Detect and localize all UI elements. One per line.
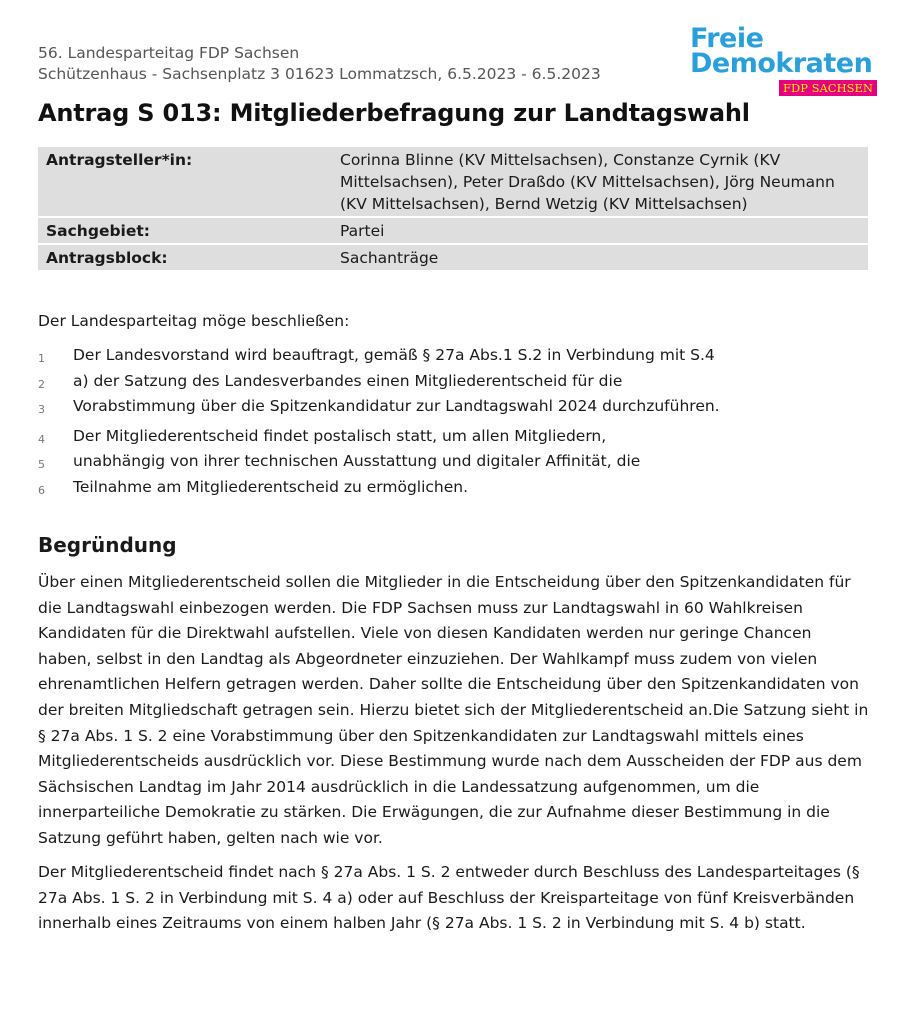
motion-line — [38, 476, 868, 502]
line-number: 2 — [38, 377, 45, 391]
meta-value — [332, 244, 868, 271]
paragraph-line: Satzung geführt haben, gelten nach wie vor. — [38, 828, 383, 847]
meta-value-line: Partei — [340, 222, 385, 240]
paragraph-line: der breiten Mitgliedschaft getragen sein. Hierzu bietet sich der Mitgliederentscheid an.Die Satzung sieht in — [38, 700, 869, 719]
motion-line — [38, 395, 868, 421]
motion-meta-table — [38, 147, 868, 272]
line-text: Der Landesvorstand wird beauftragt, gemäß § 27a Abs.1 S.2 in Verbindung mit S.4 — [73, 346, 715, 364]
motion-line — [38, 370, 868, 396]
reason-heading: Begründung — [38, 533, 177, 557]
line-text: Teilnahme am Mitgliederentscheid zu ermöglichen. — [73, 477, 469, 496]
meta-row-applicants — [38, 147, 868, 217]
line-text: unabhängig von ihrer technischen Ausstattung und digitaler Affinität, die — [73, 452, 641, 470]
meta-value-line: Sachanträge — [340, 249, 439, 267]
paragraph-line: innerhalb eines Zeitraums von einem halben Jahr (§ 27a Abs. 1 S. 2 in Verbindung mit S. 4 b) statt. — [38, 914, 806, 933]
meta-value — [332, 147, 868, 217]
meta-value-line: Mittelsachsen), Peter Draßdo (KV Mittelsachsen), Jörg Neumann — [340, 173, 835, 191]
fdp-logo — [690, 23, 873, 95]
line-number: 1 — [38, 352, 45, 365]
paragraph-line: ehrenamtlichen Helfern getragen werden. Daher sollte die Entscheidung über den Spitzenkandidaten von — [38, 675, 859, 694]
meta-row-subject — [38, 217, 868, 244]
logo-line-1: Freie — [690, 23, 764, 54]
paragraph-line: innerparteiliche Demokratie zu stärken. Die Erwägungen, die zur Aufnahme dieser Bestimmung in die — [38, 803, 830, 822]
paragraph-line: Sächsischen Landtag im Jahr 2014 ausdrücklich in die Landessatzung aufgenommen, um die — [38, 777, 760, 796]
paragraph-line: die Landtagswahl einbezogen werden. Die FDP Sachsen muss zur Landtagswahl in 60 Wahlkreisen — [38, 598, 803, 617]
line-number: 4 — [38, 432, 45, 446]
line-text: a) der Satzung des Landesverbandes einen Mitgliederentscheid für die — [73, 371, 623, 390]
line-text: Der Mitgliederentscheid findet postalisch statt, um allen Mitgliedern, — [73, 426, 607, 445]
paragraph-line: 27a Abs. 1 S. 2 in Verbindung mit S. 4 a) oder auf Beschluss der Kreisparteitage von fünf Kreisverbänden — [38, 888, 855, 907]
motion-line — [38, 425, 868, 451]
line-number: 5 — [38, 458, 45, 471]
meta-key: Sachgebiet: — [38, 217, 332, 244]
document-header — [38, 43, 601, 85]
paragraph-line: Der Mitgliederentscheid findet nach § 27a Abs. 1 S. 2 entweder durch Beschluss des Landesparteitages (§ — [38, 863, 860, 881]
paragraph-line: § 27a Abs. 1 S. 2 eine Vorabstimmung über den Spitzenkandidaten zur Landtagswahl mittels eines — [38, 726, 804, 745]
page-title: Antrag S 013: Mitgliederbefragung zur Landtagswahl — [38, 99, 750, 127]
paragraph-line: Mitgliederentscheids ausdrücklich vor. Diese Bestimmung wurde nach dem Ausscheiden der FDP aus dem — [38, 752, 862, 771]
paragraph-line: Kandidaten für die Direktwahl aufstellen. Viele von diesen Kandidaten werden nur geringe Chancen — [38, 624, 812, 643]
motion-line — [38, 450, 868, 476]
paragraph-line: haben, selbst in den Landtag als Abgeordneter einzuziehen. Der Wahlkampf muss zudem von vielen — [38, 649, 818, 668]
meta-value-line: Corinna Blinne (KV Mittelsachsen), Constanze Cyrnik (KV — [340, 151, 781, 169]
logo-badge: FDP SACHSEN — [779, 80, 877, 96]
motion-line — [38, 344, 868, 370]
reason-paragraph-2 — [38, 860, 870, 937]
meta-key: Antragsteller*in: — [38, 147, 332, 217]
reason-paragraph-1 — [38, 570, 870, 852]
line-number: 6 — [38, 483, 45, 497]
line-text: Vorabstimmung über die Spitzenkandidatur zur Landtagswahl 2024 durchzuführen. — [73, 397, 720, 415]
event-location: Schützenhaus - Sachsenplatz 3 01623 Lommatzsch, 6.5.2023 - 6.5.2023 — [38, 65, 601, 83]
meta-value-line: (KV Mittelsachsen), Bernd Wetzig (KV Mittelsachsen) — [340, 195, 748, 213]
paragraph-line: Über einen Mitgliederentscheid sollen die Mitglieder in die Entscheidung über den Spitzenkandidaten für — [38, 573, 851, 591]
meta-key: Antragsblock: — [38, 244, 332, 271]
motion-text — [38, 344, 868, 501]
meta-row-block — [38, 244, 868, 271]
meta-value — [332, 217, 868, 244]
line-number: 3 — [38, 403, 45, 416]
intro-text: Der Landesparteitag möge beschließen: — [38, 312, 350, 330]
event-name: 56. Landesparteitag FDP Sachsen — [38, 44, 300, 62]
logo-line-2: Demokraten — [690, 48, 873, 79]
